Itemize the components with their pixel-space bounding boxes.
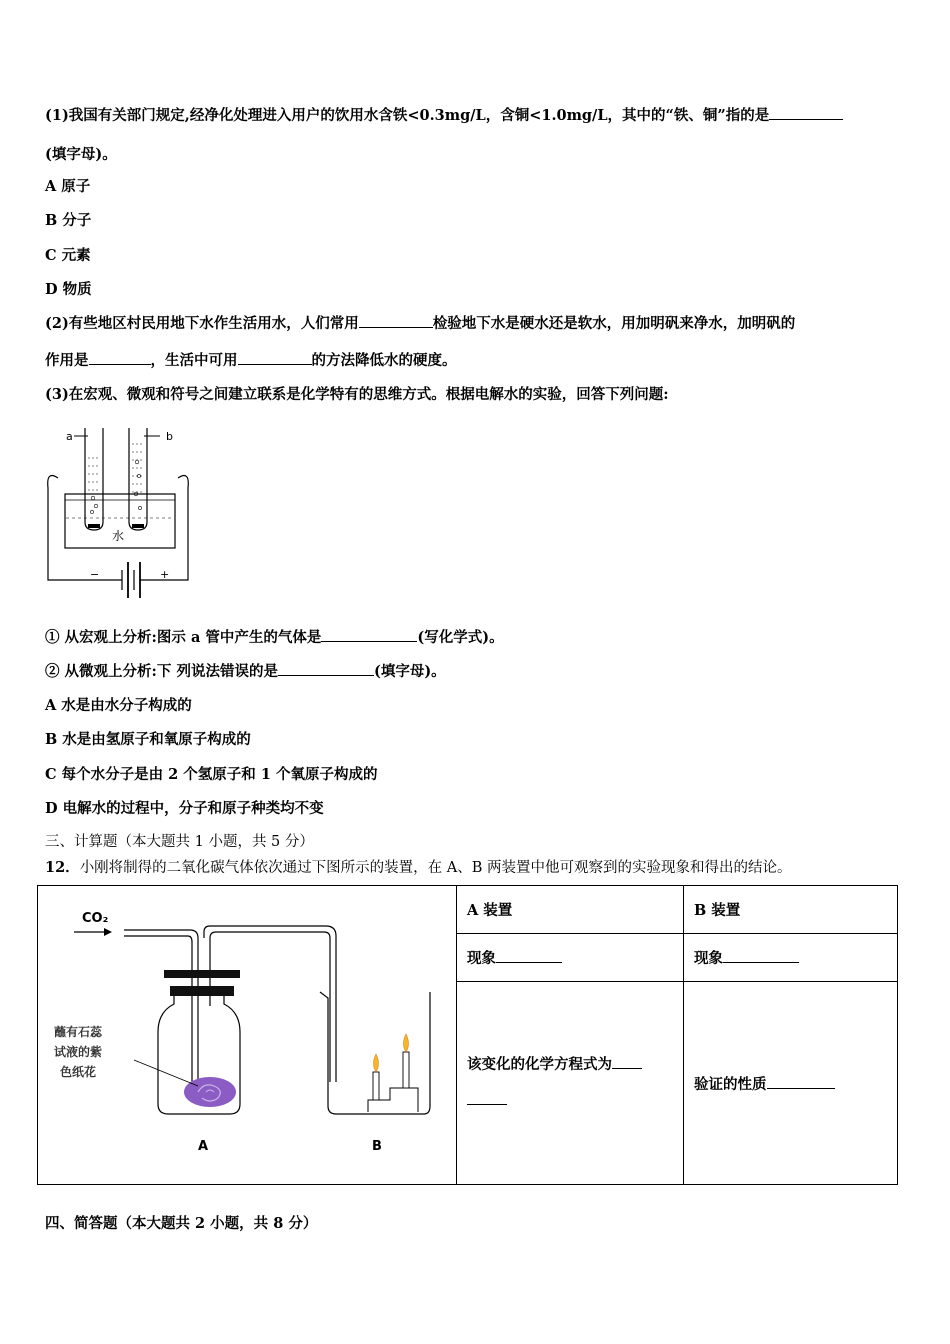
sub-question-2 — [45, 660, 446, 681]
phenomenon-a-cell — [457, 934, 684, 982]
tube-b-label: b — [166, 430, 173, 443]
phenomenon-b-blank[interactable] — [723, 948, 799, 963]
q1-part2-line1 — [45, 312, 795, 333]
minus-terminal-label: − — [90, 568, 100, 581]
sub2-text-b: (填字母)。 — [373, 663, 446, 680]
q1-part2-text-c: 作用是 — [45, 352, 89, 369]
electrolysis-figure — [40, 418, 200, 608]
equation-cell — [457, 982, 684, 1185]
option-a: A 原子 — [45, 178, 91, 195]
phenomenon-a-blank[interactable] — [496, 948, 562, 963]
property-blank[interactable] — [767, 1074, 835, 1089]
header-a: A 装置 — [467, 902, 513, 919]
option-d: D 物质 — [45, 281, 92, 298]
answer-blank-5[interactable] — [321, 627, 417, 642]
equation-blank-2[interactable] — [467, 1090, 507, 1105]
phenomenon-a-label: 现象 — [467, 950, 496, 967]
property-cell — [684, 982, 898, 1185]
section4-title: 四、简答题（本大题共 2 小题，共 8 分） — [45, 1215, 318, 1232]
q12-stem-text: 小刚将制得的二氧化碳气体依次通过下图所示的装置，在 A、B 两装置中他可观察到的实验现象和得出的结论。 — [79, 860, 792, 876]
q1-part1-text: (1)我国有关部门规定,经净化处理进入用户的饮用水含铁<0.3mg/L，含铜<1.0mg/L，其中的“铁、铜”指的是 — [45, 107, 770, 124]
flower-label-line1: 蘸有石蕊 — [54, 1025, 103, 1039]
tube-a-label: a — [66, 430, 73, 443]
answer-blank-3[interactable] — [89, 350, 151, 365]
sub-option-c: C 每个水分子是由 2 个氢原子和 1 个氧原子构成的 — [45, 766, 378, 783]
sub2-text-a: ② 从微观上分析:下 列说法错误的是 — [45, 663, 278, 680]
phenomenon-b-cell — [684, 934, 898, 982]
sub-question-1 — [45, 626, 504, 647]
answer-blank-1[interactable] — [769, 105, 843, 120]
q1-part2-text-b: 检验地下水是硬水还是软水，用加明矾来净水，加明矾的 — [432, 315, 796, 332]
header-b-cell — [684, 886, 898, 934]
header-b: B 装置 — [694, 902, 741, 919]
co2-label: CO₂ — [82, 911, 109, 926]
section3-title: 三、计算题（本大题共 1 小题，共 5 分） — [45, 834, 314, 850]
q1-part2-text-e: 的方法降低水的硬度。 — [311, 352, 457, 369]
property-label: 验证的性质 — [694, 1075, 767, 1093]
sub1-text-a: ① 从宏观上分析:图示 a 管中产生的气体是 — [45, 629, 322, 646]
answer-blank-2[interactable] — [359, 313, 433, 328]
flower-label-line3: 色纸花 — [60, 1065, 97, 1079]
co2-apparatus-figure — [38, 886, 455, 1180]
q12-number: 12． — [45, 859, 80, 876]
q12-stem — [45, 856, 792, 877]
equation-label: 该变化的化学方程式为 — [467, 1056, 612, 1073]
flower-label-line2: 试液的紫 — [54, 1045, 103, 1059]
q1-part2-text-a: (2)有些地区村民用地下水作生活用水，人们常用 — [45, 315, 359, 332]
apparatus-figure-cell — [38, 886, 457, 1185]
plus-terminal-label: + — [160, 568, 170, 581]
sub-option-d: D 电解水的过程中，分子和原子种类均不变 — [45, 800, 324, 817]
water-label: 水 — [112, 529, 125, 543]
option-b: B 分子 — [45, 212, 92, 229]
answer-blank-6[interactable] — [278, 661, 374, 676]
header-a-cell — [457, 886, 684, 934]
sub1-text-b: (写化学式)。 — [417, 629, 504, 646]
q1-part1-line2: (填字母)。 — [45, 146, 117, 163]
q1-part3-intro: (3)在宏观、微观和符号之间建立联系是化学特有的思维方式。根据电解水的实验，回答下列问题: — [45, 386, 669, 403]
q1-part1-line1 — [45, 104, 843, 125]
q1-part2-text-d: ，生活中可用 — [150, 352, 238, 369]
apparatus-table — [37, 885, 898, 1185]
sub-option-a: A 水是由水分子构成的 — [45, 697, 192, 714]
q1-part2-line2 — [45, 349, 457, 370]
answer-blank-4[interactable] — [238, 350, 312, 365]
phenomenon-b-label: 现象 — [694, 950, 723, 967]
equation-blank-1[interactable] — [612, 1054, 642, 1069]
apparatus-b-label: B — [372, 1139, 382, 1154]
option-c: C 元素 — [45, 247, 91, 264]
apparatus-a-label: A — [198, 1139, 209, 1154]
sub-option-b: B 水是由氢原子和氧原子构成的 — [45, 731, 251, 748]
